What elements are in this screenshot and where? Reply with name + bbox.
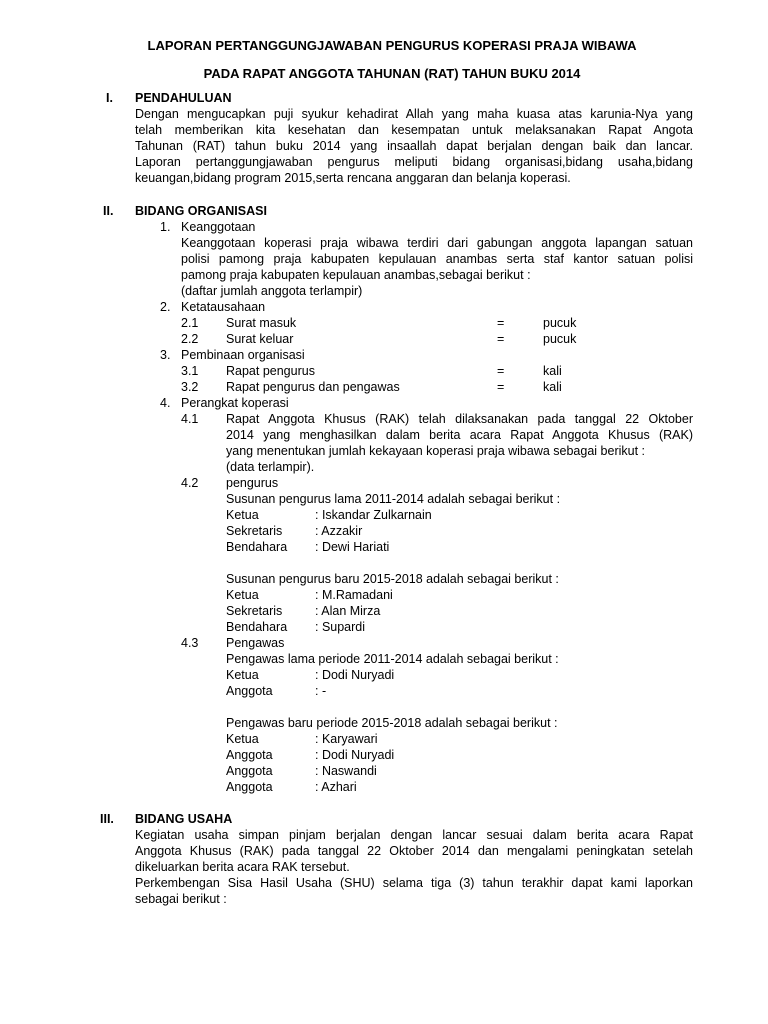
member-role: Anggota (226, 780, 273, 794)
item-1-label: Keanggotaan (181, 220, 256, 234)
subitem-4-3-number: 4.3 (181, 636, 199, 650)
member-name: : Supardi (315, 620, 366, 634)
section-3-paragraph-line: dikeluarkan berita acara RAK tersebut. (135, 860, 350, 874)
section-2-heading: BIDANG ORGANISASI (135, 204, 267, 218)
item-4-number: 4. (160, 396, 171, 410)
section-1-number: I. (106, 91, 113, 105)
row-number: 3.1 (181, 364, 199, 378)
section-1-heading: PENDAHULUAN (135, 91, 232, 105)
section-1-paragraph-line: Tahunan (RAT) tahun buku 2014 yang insaallah dapat berjalan dengan baik dan lancar. (135, 139, 693, 153)
member-name: : - (315, 684, 327, 698)
item-3-number: 3. (160, 348, 171, 362)
section-1-paragraph-line: Laporan pertanggungjawaban pengurus meliputi bidang organisasi,bidang usaha,bidang (135, 155, 693, 169)
section-1-paragraph-line: keuangan,bidang program 2015,serta rencana anggaran dan belanja koperasi. (135, 171, 571, 185)
item-1-paragraph-line: (daftar jumlah anggota terlampir) (181, 284, 363, 298)
item-1-paragraph-line: polisi pamong praja kabupaten kepulauan anambas serta staf kantor satuan polisi (181, 252, 693, 266)
row-equals: = (497, 380, 505, 394)
row-equals: = (497, 364, 505, 378)
subitem-4-1-number: 4.1 (181, 412, 199, 426)
item-4-label: Perangkat koperasi (181, 396, 289, 410)
row-equals: = (497, 316, 505, 330)
item-3-label: Pembinaan organisasi (181, 348, 305, 362)
section-2-number: II. (103, 204, 114, 218)
member-role: Sekretaris (226, 524, 283, 538)
row-label: Rapat pengurus (226, 364, 315, 378)
member-role: Ketua (226, 508, 259, 522)
pengurus-old-intro: Susunan pengurus lama 2011-2014 adalah sebagai berikut : (226, 492, 561, 506)
section-3-paragraph-line: Anggota Khusus (RAK) pada tanggal 22 Oktober 2014 dan mengalami peningkatan setelah (135, 844, 693, 858)
member-name: : Dodi Nuryadi (315, 748, 395, 762)
row-unit: pucuk (543, 316, 577, 330)
member-name: : Azzakir (315, 524, 363, 538)
item-1-paragraph-line: Keanggotaan koperasi praja wibawa terdiri dari gabungan anggota lapangan satuan (181, 236, 693, 250)
subitem-4-1-paragraph-line: yang menentukan jumlah kekayaan koperasi praja wibawa sebagai berikut : (226, 444, 646, 458)
member-role: Ketua (226, 668, 259, 682)
pengawas-new-intro: Pengawas baru periode 2015-2018 adalah sebagai berikut : (226, 716, 558, 730)
member-name: : Dodi Nuryadi (315, 668, 395, 682)
section-1-paragraph-line: Dengan mengucapkan puji syukur kehadirat Allah yang maha kuasa atas karunia-Nya yang (135, 107, 693, 121)
section-3-heading: BIDANG USAHA (135, 812, 233, 826)
pengawas-old-intro: Pengawas lama periode 2011-2014 adalah sebagai berikut : (226, 652, 559, 666)
row-label: Surat keluar (226, 332, 294, 346)
row-equals: = (497, 332, 505, 346)
member-name: : Naswandi (315, 764, 377, 778)
member-name: : Dewi Hariati (315, 540, 390, 554)
subitem-4-1-paragraph-line: Rapat Anggota Khusus (RAK) telah dilaksanakan pada tanggal 22 Oktober (226, 412, 693, 426)
document-title-line-1: LAPORAN PERTANGGUNGJAWABAN PENGURUS KOPERASI PRAJA WIBAWA (147, 38, 637, 53)
item-1-number: 1. (160, 220, 171, 234)
member-role: Ketua (226, 732, 259, 746)
section-3-paragraph-line: Kegiatan usaha simpan pinjam berjalan dengan lancar sesuai dalam berita acara Rapat (135, 828, 693, 842)
row-unit: kali (543, 380, 562, 394)
member-role: Anggota (226, 748, 273, 762)
section-3-number: III. (100, 812, 114, 826)
subitem-4-1-paragraph-line: 2014 yang menghasilkan dalam berita acara Rapat Anggota Khusus (RAK) (226, 428, 693, 442)
subitem-4-2-label: pengurus (226, 476, 279, 490)
member-role: Sekretaris (226, 604, 283, 618)
subitem-4-2-number: 4.2 (181, 476, 199, 490)
row-number: 3.2 (181, 380, 199, 394)
member-role: Anggota (226, 764, 273, 778)
row-unit: pucuk (543, 332, 577, 346)
row-number: 2.1 (181, 316, 199, 330)
member-role: Bendahara (226, 540, 288, 554)
row-unit: kali (543, 364, 562, 378)
section-3-paragraph-line: Perkembengan Sisa Hasil Usaha (SHU) selama tiga (3) tahun terakhir dapat kami laporkan (135, 876, 693, 890)
row-number: 2.2 (181, 332, 199, 346)
row-label: Surat masuk (226, 316, 297, 330)
member-name: : M.Ramadani (315, 588, 393, 602)
member-role: Ketua (226, 588, 259, 602)
member-name: : Azhari (315, 780, 357, 794)
row-label: Rapat pengurus dan pengawas (226, 380, 400, 394)
pengurus-new-intro: Susunan pengurus baru 2015-2018 adalah sebagai berikut : (226, 572, 559, 586)
member-name: : Alan Mirza (315, 604, 381, 618)
subitem-4-1-paragraph-line: (data terlampir). (226, 460, 315, 474)
member-name: : Iskandar Zulkarnain (315, 508, 432, 522)
member-role: Bendahara (226, 620, 288, 634)
item-2-number: 2. (160, 300, 171, 314)
document-title-line-2: PADA RAPAT ANGGOTA TAHUNAN (RAT) TAHUN BUKU 2014 (203, 66, 581, 81)
section-3-paragraph-line: sebagai berikut : (135, 892, 227, 906)
member-role: Anggota (226, 684, 273, 698)
item-2-label: Ketatausahaan (181, 300, 266, 314)
section-1-paragraph-line: telah memberikan kita kesehatan dan kesempatan untuk melaksanakan Rapat Angota (135, 123, 693, 137)
item-1-paragraph-line: pamong praja kabupaten kepulauan anambas,sebagai berikut : (181, 268, 531, 282)
subitem-4-3-label: Pengawas (226, 636, 285, 650)
member-name: : Karyawari (315, 732, 378, 746)
